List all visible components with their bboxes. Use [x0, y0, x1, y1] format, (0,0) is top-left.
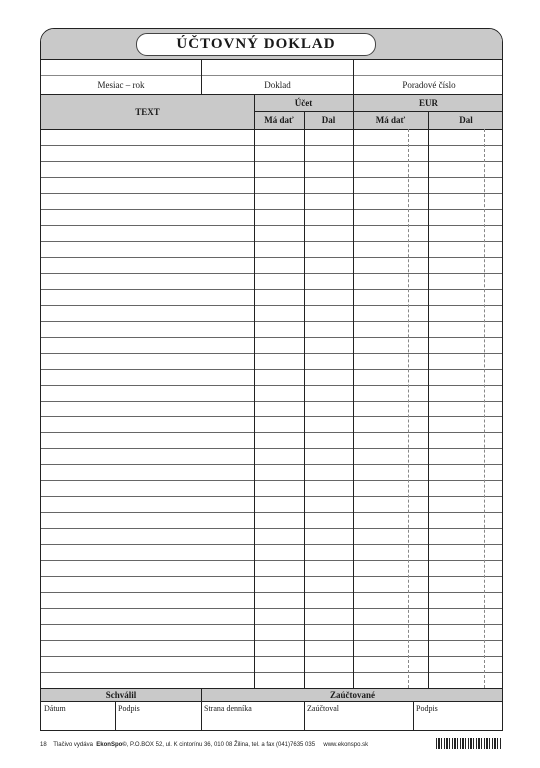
table-row[interactable] [41, 640, 503, 641]
table-row[interactable] [41, 177, 503, 178]
printed-by: Tlačivo vydáva [53, 742, 93, 748]
meta-document[interactable] [201, 60, 353, 94]
posted-signature-field[interactable]: Podpis [416, 704, 438, 713]
approved-signature-field[interactable]: Podpis [118, 704, 140, 713]
footer [40, 742, 503, 748]
table-row[interactable] [41, 560, 503, 561]
document-frame [40, 28, 503, 731]
page-number: 18 [40, 742, 47, 748]
eur-debit-header: Má dať [375, 115, 406, 125]
table-row[interactable] [41, 241, 503, 242]
posted-header: Zaúčtované [330, 690, 375, 700]
table-row[interactable] [41, 209, 503, 210]
table-row[interactable] [41, 512, 503, 513]
meta-sequence-label: Poradové číslo [402, 80, 456, 90]
table-row[interactable] [41, 528, 503, 529]
approved-header: Schválil [105, 690, 137, 700]
account-debit-header: Má dať [264, 115, 294, 125]
table-row[interactable] [41, 369, 503, 370]
table-row[interactable] [41, 145, 503, 146]
meta-sequence[interactable] [353, 60, 503, 94]
account-credit-header: Dal [321, 115, 336, 125]
address: , P.O.BOX 52, ul. K cintorínu 36, 010 08 Žilina, tel. a fax (041)7635 035 [126, 742, 316, 748]
table-row[interactable] [41, 576, 503, 577]
table-row[interactable] [41, 416, 503, 417]
table-row[interactable] [41, 225, 503, 226]
title-band [41, 29, 502, 60]
posted-by-field[interactable]: Zaúčtoval [307, 704, 339, 713]
table-row[interactable] [41, 656, 503, 657]
date-field[interactable]: Dátum [44, 704, 66, 713]
eur-credit-header: Dal [459, 115, 473, 125]
document-title: ÚČTOVNÝ DOKLAD [136, 33, 376, 56]
brand-name: EkonSpo© [96, 742, 127, 748]
account-column-header: Účet [294, 98, 313, 108]
table-row[interactable] [41, 544, 503, 545]
table-row[interactable] [41, 496, 503, 497]
meta-month-year-label: Mesiac – rok [97, 80, 145, 90]
table-row[interactable] [41, 608, 503, 609]
table-row[interactable] [41, 672, 503, 673]
text-column-header: TEXT [135, 107, 160, 117]
website: www.ekonspo.sk [323, 742, 369, 748]
barcode-icon [436, 738, 502, 749]
journal-page-field[interactable]: Strana denníka [204, 704, 252, 713]
table-row[interactable] [41, 161, 503, 162]
table-row[interactable] [41, 321, 503, 322]
table-row[interactable] [41, 257, 503, 258]
meta-month-year[interactable] [41, 60, 201, 94]
table-row[interactable] [41, 289, 503, 290]
table-row[interactable] [41, 624, 503, 625]
table-row[interactable] [41, 592, 503, 593]
table-row[interactable] [41, 480, 503, 481]
table-row[interactable] [41, 464, 503, 465]
table-row[interactable] [41, 305, 503, 306]
table-row[interactable] [41, 337, 503, 338]
meta-row [41, 60, 502, 95]
table-row[interactable] [41, 353, 503, 354]
eur-column-header: EUR [418, 98, 438, 108]
table-row[interactable] [41, 273, 503, 274]
table-row[interactable] [41, 385, 503, 386]
table-row[interactable] [41, 432, 503, 433]
table-row[interactable] [41, 401, 503, 402]
table-row[interactable] [41, 448, 503, 449]
meta-document-label: Doklad [264, 80, 291, 90]
ekonspo-logo-icon [96, 742, 126, 748]
table-row[interactable] [41, 193, 503, 194]
